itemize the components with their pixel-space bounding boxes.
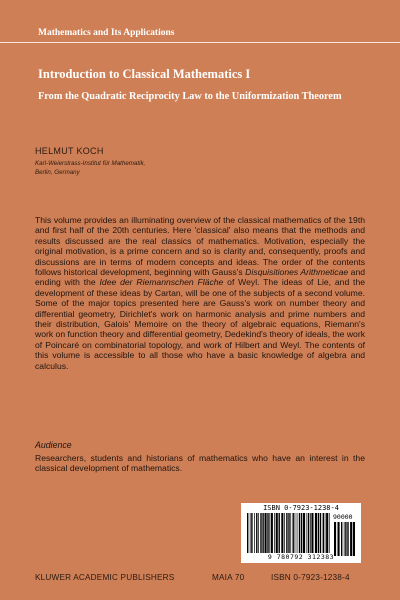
barcode-addon-digits: 90000: [333, 513, 353, 521]
author-name: HELMUT KOCH: [35, 146, 104, 156]
affiliation-line: Berlin, Germany: [35, 168, 80, 176]
series-code: MAIA 70: [212, 573, 245, 582]
affiliation-line: Karl-Weierstrass-Institut für Mathematik,: [35, 160, 146, 167]
series-name: Mathematics and Its Applications: [38, 28, 175, 38]
barcode-bars: [247, 513, 331, 553]
footer-isbn: ISBN 0-7923-1238-4: [271, 573, 350, 582]
audience-heading: Audience: [35, 440, 72, 450]
book-description: [35, 215, 365, 371]
book-title: Introduction to Classical Mathematics I: [38, 67, 251, 81]
description-italic: Idee der Riemannschen Fläche: [99, 277, 224, 288]
series-divider: [0, 42, 400, 43]
description-text: and ending with the: [35, 267, 366, 288]
isbn-barcode: [241, 503, 361, 563]
description-italic: Disquisitiones Arithmeticae: [245, 267, 349, 278]
description-text: of Weyl. The ideas of Lie, and the development of these ideas by Cartan, will be one of the subjects of a second volume. Some of the major topics presented here are Gauss's work on number theory and differential geometry, Dirichlet's work on harmonic analysis and prime numbers and their distribution, Galois' Memoire on the theory of algebraic equations, Riemann's work on function theory and differential geometry, Dedekind's theory of ideals, the work of Poincaré on combinatorial topology, and work of Hilbert and Weyl. The contents of this volume is accessible to all those who have a basic knowledge of algebra and calculus.: [35, 277, 366, 371]
barcode-ean-digits: 9 780792 312383: [267, 553, 335, 561]
barcode-isbn-label: ISBN 0-7923-1238-4: [263, 504, 339, 512]
audience-text: Researchers, students and historians of mathematics who have an interest in the classical development of mathematics.: [35, 453, 365, 474]
book-subtitle: From the Quadratic Reciprocity Law to the Uniformization Theorem: [38, 91, 342, 102]
author-affiliation: [35, 160, 145, 177]
addon-barcode-bars: [334, 522, 356, 556]
publisher-name: KLUWER ACADEMIC PUBLISHERS: [35, 573, 175, 582]
description-text: This volume provides an illuminating overview of the classical mathematics of the 19th and first half of the 20th centuries. Here 'classical' also means that the methods and results discussed are the real classics of mathematics. Motivation, especially the original motivation, is a prime concern and so is clarity and, consequently, proofs and discussions are in terms of modern concepts and ideas. The order of the contents follows historical development, beginning with Gauss's: [35, 215, 365, 278]
